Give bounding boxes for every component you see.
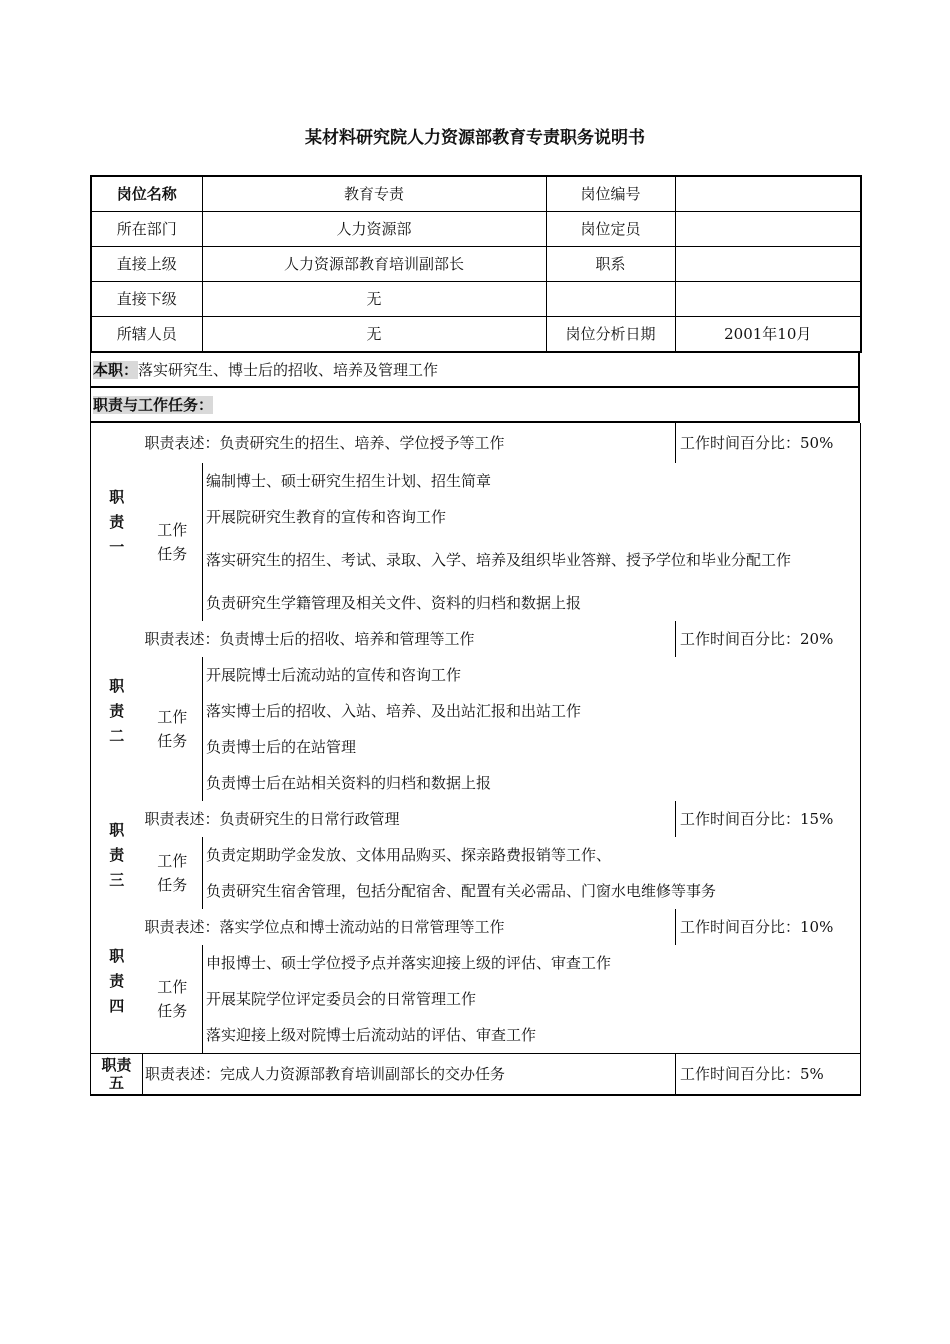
duty-label-char: 四 [109,996,125,1015]
position-name-label: 岗位名称 [91,176,202,212]
empty-cell [675,282,861,317]
supervisor-label: 直接上级 [91,247,202,282]
primary-duty-text: 落实研究生、博士后的招收、培养及管理工作 [138,361,439,379]
duty-label-char: 职 [109,946,125,965]
info-row-staff [91,317,861,353]
task-item: 负责博士后在站相关资料的归档和数据上报 [206,774,492,792]
duty-3-header-row [91,801,861,837]
info-row-supervisor [91,247,861,282]
task-item: 负责博士后的在站管理 [206,738,357,756]
staff-label: 所辖人员 [91,317,202,353]
task-label-bottom: 任务 [157,1002,188,1020]
empty-cell [546,282,675,317]
headcount-label: 岗位定员 [546,212,675,247]
duty-3-label [91,801,143,909]
task-item: 落实迎接上级对院博士后流动站的评估、审查工作 [206,1026,537,1044]
task-item: 开展院博士后流动站的宣传和咨询工作 [206,666,462,684]
duty-2-header-row [91,621,861,657]
headcount-value [675,212,861,247]
analysis-date-value: 2001年10月 [675,317,861,353]
duties-header-row [90,388,860,423]
analysis-date-label: 岗位分析日期 [546,317,675,353]
info-row-position-name [91,176,861,212]
task-item: 编制博士、硕士研究生招生计划、招生简章 [206,472,492,490]
duty-2-description: 职责表述：负责博士后的招收、培养和管理等工作 [144,630,475,648]
task-label-top: 工作 [157,852,188,870]
subordinates-label: 直接下级 [91,282,202,317]
duty-1-label [91,423,143,621]
task-item: 落实研究生的招生、考试、录取、入学、培养及组织毕业答辩、授予学位和毕业分配工作 [206,551,792,569]
duty-label-char: 责 [109,512,125,531]
task-label-top: 工作 [157,708,188,726]
task-label-bottom: 任务 [157,876,188,894]
task-item: 负责定期助学金发放、文体用品购买、探亲路费报销等工作、 [206,846,612,864]
duty-3-description: 职责表述：负责研究生的日常行政管理 [144,810,400,828]
position-number-label: 岗位编号 [546,176,675,212]
position-info-table [90,175,862,353]
duty-4-header-row [91,909,861,945]
duty-label-char: 责 [109,845,125,864]
task-item: 开展院研究生教育的宣传和咨询工作 [206,508,447,526]
duty-4-description: 职责表述：落实学位点和博士流动站的日常管理等工作 [144,918,505,936]
duty-5-row [91,1054,861,1096]
position-name-value: 教育专责 [202,176,546,212]
department-label: 所在部门 [91,212,202,247]
duty-label-char: 责 [109,701,125,720]
subordinates-value: 无 [202,282,546,317]
task-label-top: 工作 [157,978,188,996]
task-label-bottom: 任务 [157,732,188,750]
supervisor-value: 人力资源部教育培训副部长 [202,247,546,282]
duty-label-char: 三 [109,870,125,889]
duty-1-header-row [91,423,861,463]
position-number-value [675,176,861,212]
task-item: 落实博士后的招收、入站、培养、及出站汇报和出站工作 [206,702,582,720]
task-label [143,945,203,1054]
task-item: 开展某院学位评定委员会的日常管理工作 [206,990,477,1008]
duty-label-char: 职 [109,487,125,506]
primary-duty-label: 本职： [93,361,139,379]
info-row-department [91,212,861,247]
duty-5-description: 职责表述：完成人力资源部教育培训副部长的交办任务 [145,1065,506,1083]
duties-header: 职责与工作任务： [93,396,214,414]
task-label-bottom: 任务 [157,545,188,563]
duty-1-time-percent: 工作时间百分比：50% [676,423,861,463]
duty-label-char: 职 [109,676,125,695]
duty-label-char: 二 [109,726,125,745]
task-item: 申报博士、硕士学位授予点并落实迎接上级的评估、审查工作 [206,954,612,972]
job-family-value [675,247,861,282]
duty-label-char: 责 [109,971,125,990]
document-title: 某材料研究院人力资源部教育专责职务说明书 [305,128,645,148]
duty-1-description: 职责表述：负责研究生的招生、培养、学位授予等工作 [144,434,505,452]
duty-5-time-percent: 工作时间百分比：5% [676,1054,861,1096]
duty-label-char: 一 [109,537,125,556]
task-item: 负责研究生宿舍管理，包括分配宿舍、配置有关必需品、门窗水电维修等事务 [206,882,717,900]
primary-duty-row [90,353,860,388]
duty-label-char: 五 [108,1074,124,1092]
duty-4-time-percent: 工作时间百分比：10% [676,909,861,945]
task-label [143,657,203,801]
info-row-subordinates [91,282,861,317]
duty-2-time-percent: 工作时间百分比：20% [676,621,861,657]
staff-value: 无 [202,317,546,353]
duty-3-time-percent: 工作时间百分比：15% [676,801,861,837]
job-description-form [90,175,860,1096]
duty-5-label [91,1054,143,1096]
task-label [143,463,203,621]
job-family-label: 职系 [546,247,675,282]
task-item: 负责研究生学籍管理及相关文件、资料的归档和数据上报 [206,594,582,612]
task-label-top: 工作 [157,521,188,539]
task-label [143,837,203,909]
duty-4-label [91,909,143,1054]
duty-label-char: 职责 [101,1056,132,1074]
duties-table [90,423,861,1096]
duty-label-char: 职 [109,820,125,839]
department-value: 人力资源部 [202,212,546,247]
duty-2-label [91,621,143,801]
